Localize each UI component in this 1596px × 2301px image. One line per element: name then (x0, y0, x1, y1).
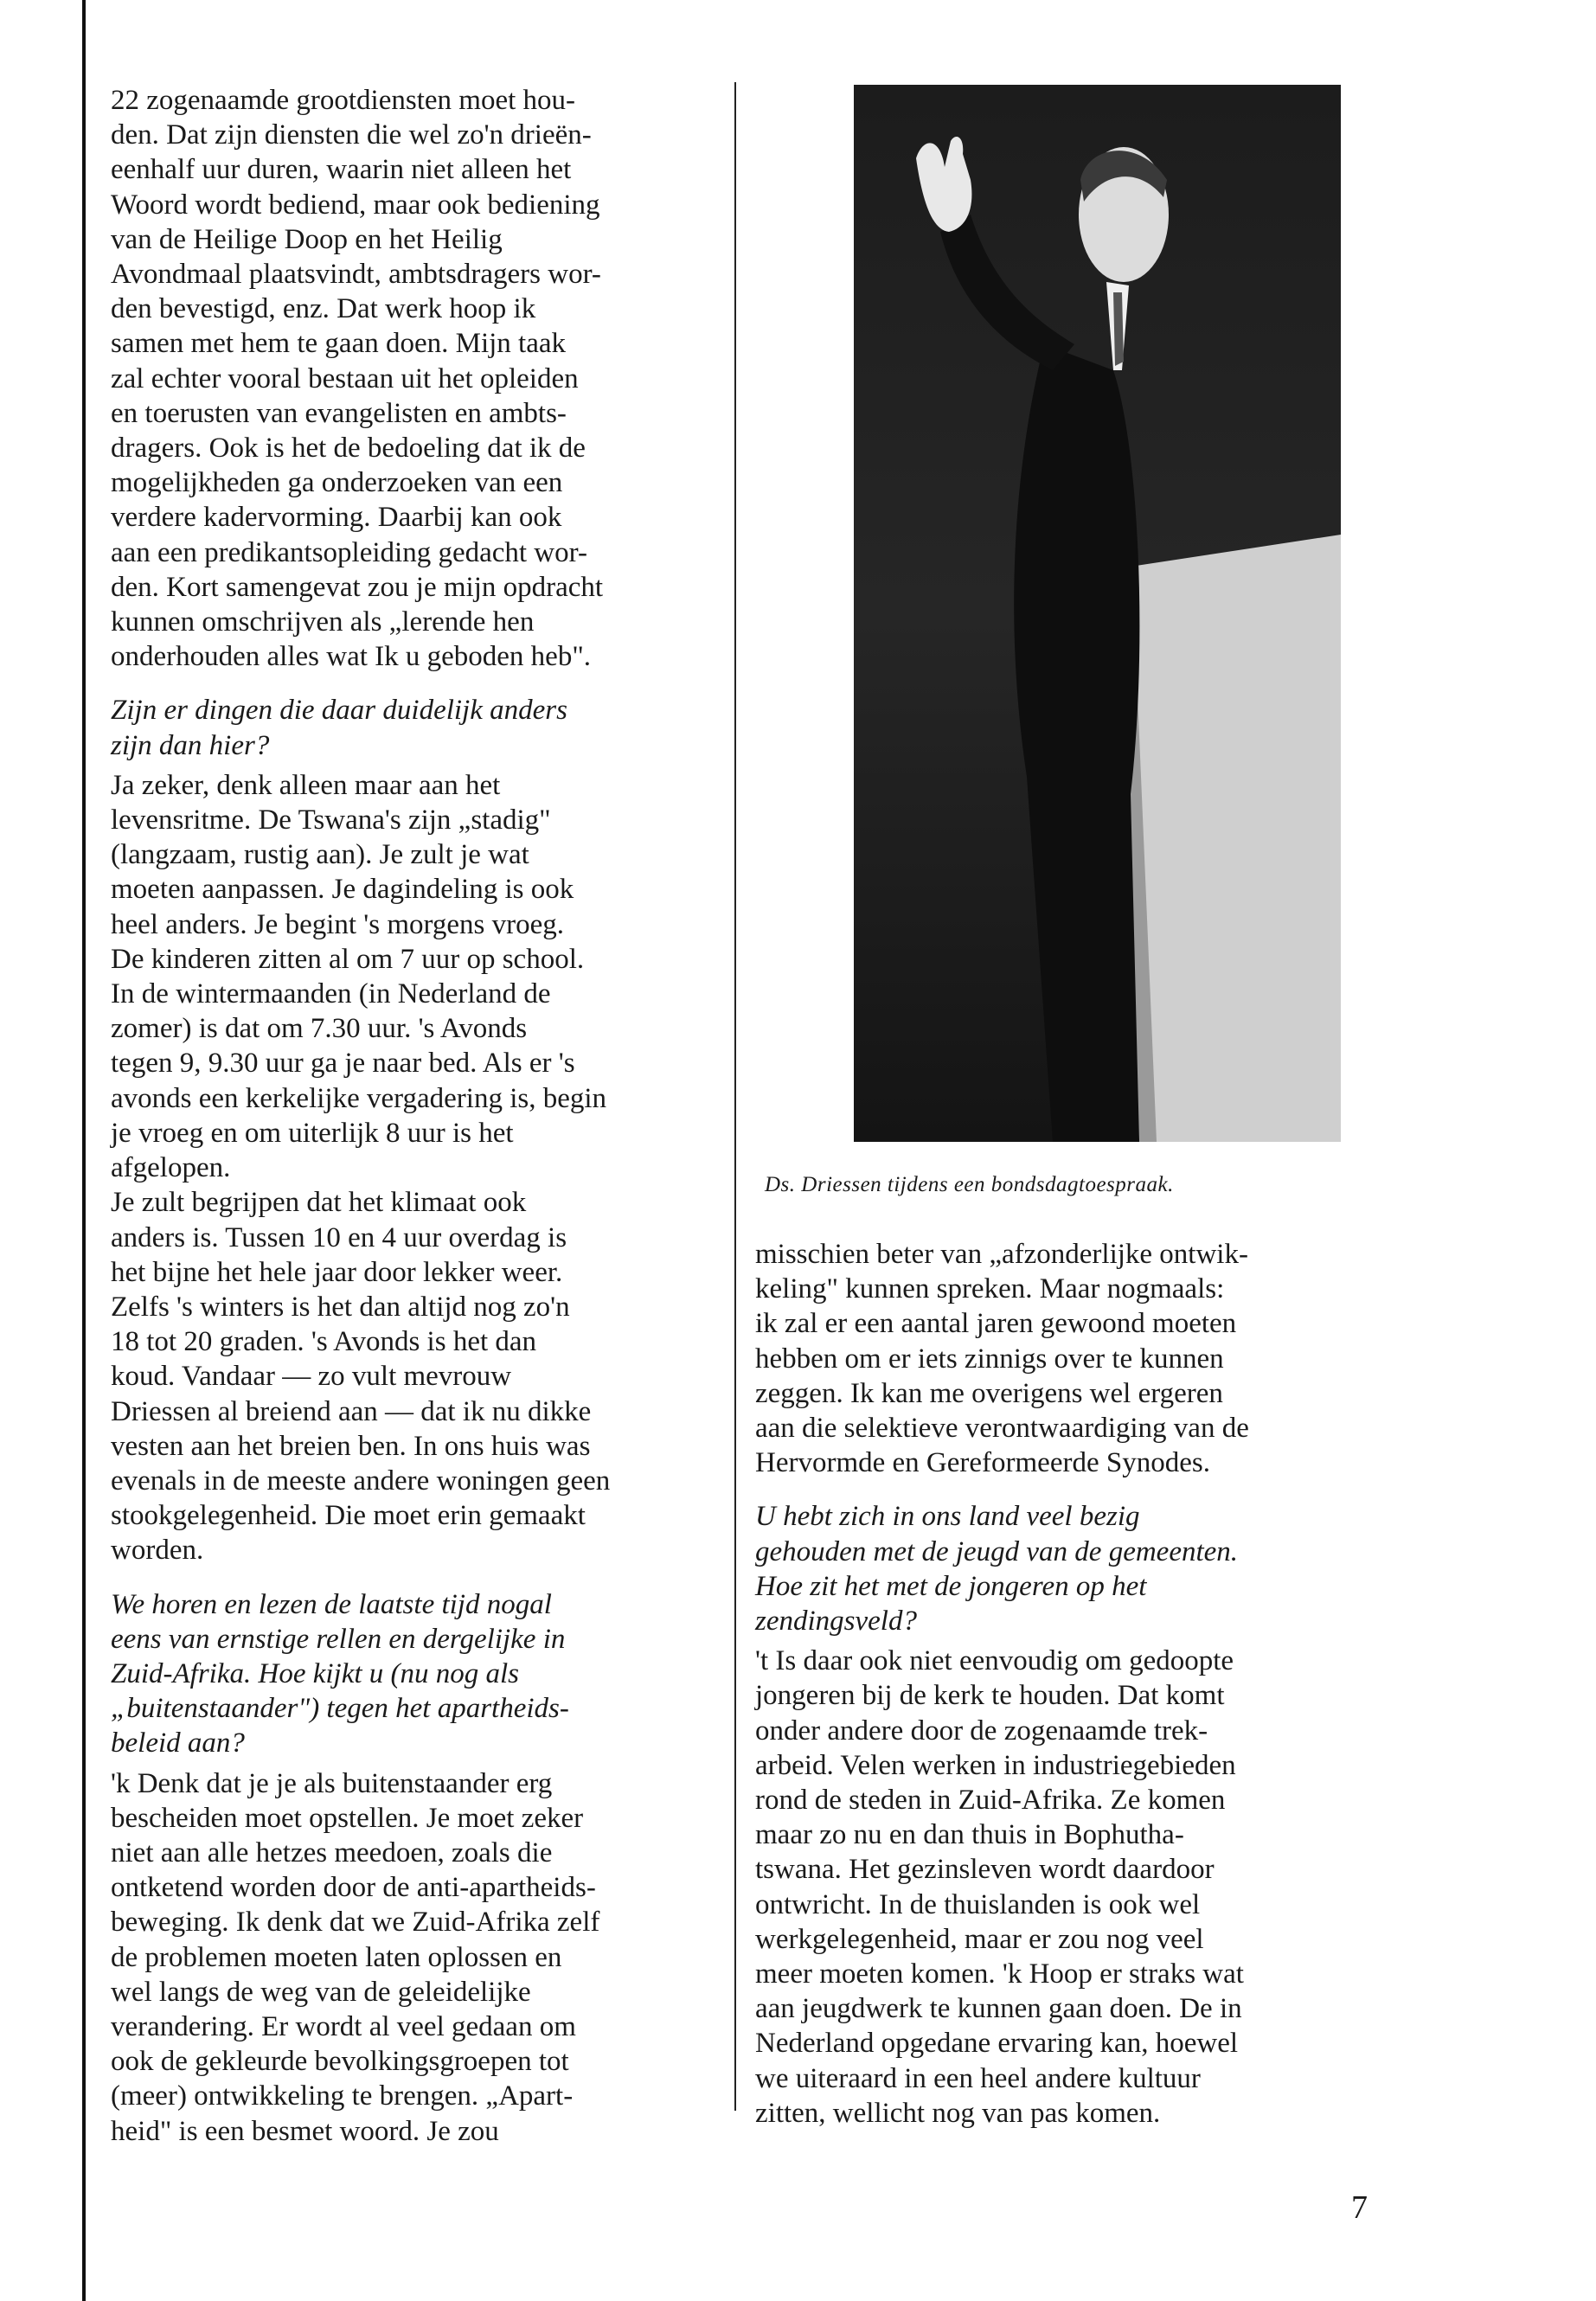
right-column (755, 1237, 1378, 2131)
left-column (111, 83, 727, 2149)
speaker-photo-image (854, 85, 1341, 1142)
answer-paragraph: 'k Denk dat je je als buitenstaander erg bescheiden moet opstellen. Je moet zeker niet aan alle hetzes meedoen, zoals die ontketend worden door de anti-apartheids- beweging. Ik denk dat we Zuid-Afrika zelf de problemen moeten laten oplossen en wel langs de weg van de geleidelijke verandering. Er wordt al veel gedaan om ook de gekleurde bevolkingsgroepen tot (meer) ontwikkeling te brengen. „Apart- heid" is een besmet woord. Je zou (111, 1767, 600, 2147)
photo-caption: Ds. Driessen tijdens een bondsdagtoespraak. (765, 1173, 1174, 1196)
interview-question: Zijn er dingen die daar duidelijk anders zijn dan hier? (111, 695, 567, 761)
page-number: 7 (1351, 2189, 1368, 2226)
answer-paragraph: Ja zeker, denk alleen maar aan het levensritme. De Tswana's zijn „stadig" (langzaam, rustig aan). Je zult je wat moeten aanpassen. Je dagindeling is ook heel anders. Je begint 's morgens vroeg. De kinderen zitten al om 7 uur op school. In de wintermaanden (in Nederland de zomer) is dat om 7.30 uur. 's Avonds tegen 9, 9.30 uur ga je naar bed. Als er 's avonds een kerkelijke vergadering is, begin je vroeg en om uiterlijk 8 uur is het afgelopen. Je zult begrijpen dat het klimaat ook anders is. Tussen 10 en 4 uur overdag is het bijne het hele jaar door lekker weer. Zelfs 's winters is het dan altijd nog zo'n 18 tot 20 graden. 's Avonds is het dan koud. Vandaar — zo vult mevrouw Driessen al breiend aan — dat ik nu dikke vesten aan het breien ben. In ons huis was evenals in de meeste andere woningen geen stookgelegenheid. Die moet erin gemaakt worden. (111, 769, 611, 1567)
answer-paragraph: misschien beter van „afzonderlijke ontwik- keling" kunnen spreken. Maar nogmaals: ik zal er een aantal jaren gewoond moeten hebben om er iets zinnigs over te kunnen zeggen. Ik kan me overigens wel ergeren aan die selektieve verontwaardiging van de Hervormde en Gereformeerde Synodes. (755, 1239, 1249, 1479)
interview-question: U hebt zich in ons land veel bezig gehouden met de jeugd van de gemeenten. Hoe zit het met de jongeren op het zendingsveld? (755, 1501, 1239, 1638)
page-edge-line (82, 0, 86, 2301)
column-divider (734, 82, 736, 2111)
answer-paragraph: 't Is daar ook niet eenvoudig om gedoopte jongeren bij de kerk te houden. Dat komt onder andere door de zogenaamde trek- arbeid. Velen werken in industriegebieden rond de steden in Zuid-Afrika. Ze komen maar zo nu en dan thuis in Bophutha- tswana. Het gezinsleven wordt daardoor ontwricht. In de thuislanden is ook wel werkgelegenheid, maar er zou nog veel meer moeten komen. 'k Hoop er straks wat aan jeugdwerk te kunnen gaan doen. De in Nederland opgedane ervaring kan, hoewel we uiteraard in een heel andere kultuur zitten, wellicht nog van pas komen. (755, 1645, 1244, 2129)
interview-question: We horen en lezen de laatste tijd nogal eens van ernstige rellen en dergelijke in Zuid-Afrika. Hoe kijkt u (nu nog als „buitenstaander") tegen het apartheids- beleid aan? (111, 1588, 569, 1759)
answer-paragraph: 22 zogenaamde grootdiensten moet hou- den. Dat zijn diensten die wel zo'n drieën- eenhalf uur duren, waarin niet alleen het Woord wordt bediend, maar ook bediening van de Heilige Doop en het Heilig Avondmaal plaatsvindt, ambtsdragers wor- den bevestigd, enz. Dat werk hoop ik samen met hem te gaan doen. Mijn taak zal echter vooral bestaan uit het opleiden en toerusten van evangelisten en ambts- dragers. Ook is het de bedoeling dat ik de mogelijkheden ga onderzoeken van een verdere kadervorming. Daarbij kan ook aan een predikantsopleiding gedacht wor- den. Kort samengevat zou je mijn opdracht kunnen omschrijven als „lerende hen onderhouden alles wat Ik u geboden heb". (111, 85, 604, 673)
speaker-photo (854, 85, 1341, 1142)
